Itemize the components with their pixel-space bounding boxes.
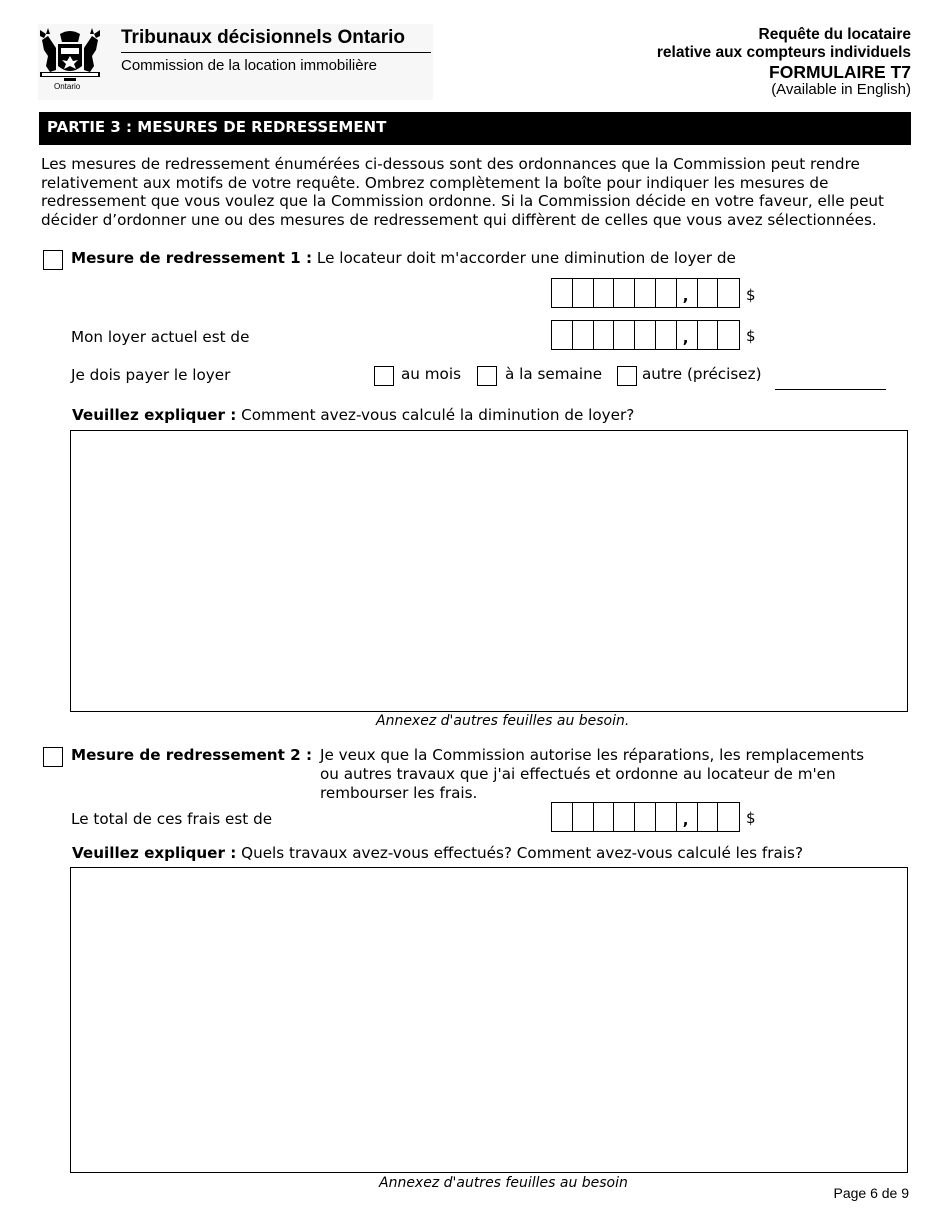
period-monthly-checkbox[interactable] [374,366,394,386]
remedy1-explain [72,406,634,424]
current-rent-amount-field[interactable] [551,320,740,350]
logo-caption: Ontario [54,82,81,91]
form-code: FORMULAIRE T7 [769,62,911,82]
decimal-comma: , [682,329,689,347]
remedy2-explanation-textarea[interactable] [70,867,908,1173]
org-title: Tribunaux décisionnels Ontario [121,27,405,48]
explain-label: Veuillez expliquer : [72,406,237,424]
page-number: Page 6 de 9 [833,1185,909,1201]
section-intro: Les mesures de redressement énumérées ci-dessous sont des ordonnances que la Commission peut rendre relativement aux motifs de votre requête. Ombrez complètement la boîte pour indiquer les mesures de redressement que vous voulez que la Commission ordonne. Si la Commission décide en votre faveur, elle peut décider d’ordonner une ou des mesures de redressement qui diffèrent de celles que vous avez sélectionnées. [41,155,885,229]
current-rent-label: Mon loyer actuel est de [71,328,250,346]
remedy2-attach-note: Annexez d'autres feuilles au besoin [379,1175,628,1191]
remedy1-explanation-textarea[interactable] [70,430,908,712]
rent-reduction-amount-field[interactable] [551,278,740,308]
form-title-line2: relative aux compteurs individuels [656,44,911,61]
rent-period-label: Je dois payer le loyer [71,366,231,384]
currency-symbol: $ [746,286,756,304]
total-costs-label: Le total de ces frais est de [71,810,273,828]
currency-symbol: $ [746,809,756,827]
org-title-rule [121,52,431,53]
remedy1-checkbox[interactable] [43,250,63,270]
period-weekly-checkbox[interactable] [477,366,497,386]
remedy2-label: Mesure de redressement 2 : [71,746,313,764]
form-language-note: (Available in English) [771,81,911,98]
remedy2-text-line3: rembourser les frais. [320,784,478,802]
org-subtitle: Commission de la location immobilière [121,57,377,74]
total-costs-amount-field[interactable] [551,802,740,832]
period-other-checkbox[interactable] [617,366,637,386]
decimal-comma: , [682,287,689,305]
explain-label: Veuillez expliquer : [72,844,237,862]
remedy2-explain [72,844,803,862]
explain-question: Comment avez-vous calculé la diminution de loyer? [241,406,635,424]
remedy1-text: Le locateur doit m'accorder une diminution de loyer de [316,249,736,267]
currency-symbol: $ [746,327,756,345]
remedy1-attach-note: Annexez d'autres feuilles au besoin. [376,713,630,729]
explain-question: Quels travaux avez-vous effectués? Comment avez-vous calculé les frais? [241,844,804,862]
remedy1-heading [71,249,736,267]
form-title-line1: Requête du locataire [758,26,911,43]
remedy1-label: Mesure de redressement 1 : [71,249,313,267]
period-monthly-label: au mois [401,365,461,383]
remedy2-text-line1: Je veux que la Commission autorise les réparations, les remplacements [320,746,864,764]
period-weekly-label: à la semaine [505,365,603,383]
period-other-input[interactable] [775,389,886,390]
period-other-label: autre (précisez) [642,365,762,383]
remedy2-text-line2: ou autres travaux que j'ai effectués et ordonne au locateur de m'en [320,765,836,783]
section-title: PARTIE 3 : MESURES DE REDRESSEMENT [39,112,911,145]
decimal-comma: , [682,811,689,829]
remedy2-checkbox[interactable] [43,747,63,767]
